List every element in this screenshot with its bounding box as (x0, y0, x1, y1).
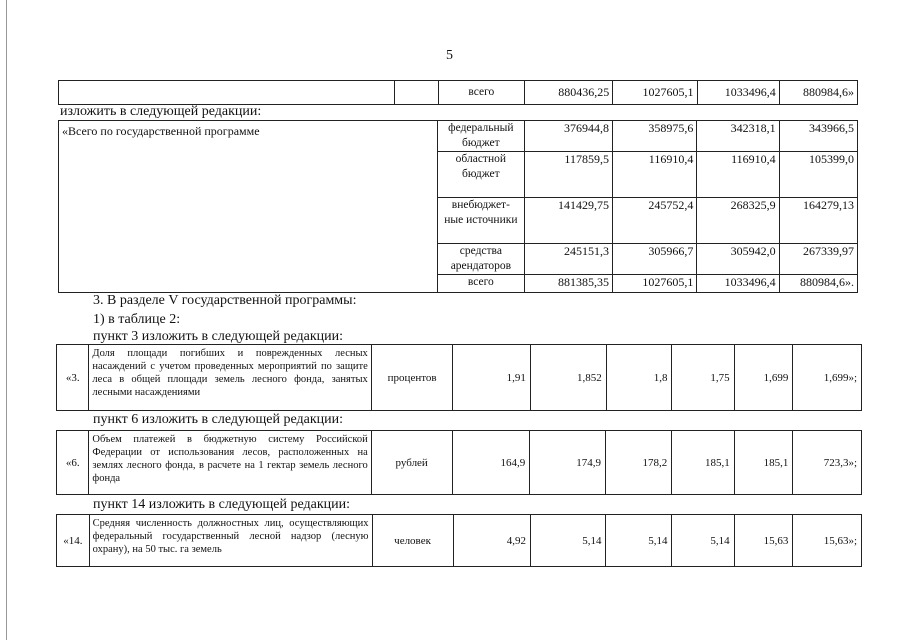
category-cell: всего (438, 81, 524, 105)
unit-cell: процентов (371, 345, 453, 411)
value-cell: 342318,1 (697, 121, 779, 152)
value-cell: 1027605,1 (613, 81, 697, 105)
item-14-table (56, 514, 862, 567)
top-table (58, 80, 858, 105)
table-row (59, 81, 858, 105)
value-cell: 343966,5 (779, 121, 857, 152)
value-cell: 1033496,4 (697, 275, 779, 293)
value-cell: 723,3»; (793, 431, 862, 495)
page-edge-rule (6, 0, 7, 640)
value-cell: 881385,35 (524, 275, 612, 293)
item-6-table (56, 430, 862, 495)
value-cell: 1027605,1 (612, 275, 696, 293)
category-cell: федеральный бюджет (438, 121, 524, 152)
item-number: «6. (57, 431, 89, 495)
indicator-description: Средняя численность должностных лиц, осуществляющих федеральный государственный лесной надзор (лесную охрану), на 50 тыс. га земель (89, 515, 372, 567)
value-cell: 1,852 (530, 345, 606, 411)
item-6-heading: пункт 6 изложить в следующей редакции: (93, 412, 343, 427)
page-number: 5 (446, 48, 453, 63)
item-3-heading: пункт 3 изложить в следующей редакции: (93, 329, 343, 344)
value-cell: 5,14 (530, 515, 606, 567)
value-cell: 178,2 (606, 431, 672, 495)
value-cell: 15,63 (734, 515, 793, 567)
indicator-description: Доля площади погибших и поврежденных лесных насаждений с учетом проведенных мероприятий по защите леса в общей площади земель лесного фонда, занятых лесными насаждениями (89, 345, 371, 411)
value-cell: 15,63»; (793, 515, 862, 567)
item-14-heading: пункт 14 изложить в следующей редакции: (93, 497, 350, 512)
value-cell: 245151,3 (524, 244, 612, 275)
unit-cell: человек (372, 515, 453, 567)
table-reference: 1) в таблице 2: (93, 312, 181, 327)
section-heading: 3. В разделе V государственной программы: (93, 293, 357, 308)
indicator-description: Объем платежей в бюджетную систему Российской Федерации от использования лесов, расположенных на землях лесного фонда, в расчете на 1 гектар земель лесного фонда (89, 431, 371, 495)
value-cell: 268325,9 (697, 198, 779, 244)
table-row (57, 431, 862, 495)
value-cell: 117859,5 (524, 152, 612, 198)
value-cell: 1,75 (672, 345, 734, 411)
item-3-table (56, 344, 862, 411)
unit-cell: рублей (371, 431, 452, 495)
value-cell: 1,91 (453, 345, 530, 411)
value-cell: 4,92 (453, 515, 530, 567)
table-row (59, 121, 858, 152)
value-cell: 5,14 (672, 515, 734, 567)
value-cell: 1,8 (606, 345, 672, 411)
value-cell: 245752,4 (612, 198, 696, 244)
item-number: «3. (57, 345, 89, 411)
program-title-cell: «Всего по государственной программе (59, 121, 438, 293)
value-cell: 164,9 (452, 431, 530, 495)
value-cell: 1,699 (734, 345, 793, 411)
table-row (57, 345, 862, 411)
category-cell: областной бюджет (438, 152, 524, 198)
program-table (58, 120, 858, 293)
value-cell: 267339,97 (779, 244, 857, 275)
value-cell: 305966,7 (612, 244, 696, 275)
value-cell: 141429,75 (524, 198, 612, 244)
value-cell: 880436,25 (524, 81, 612, 105)
value-cell: 880984,6» (779, 81, 857, 105)
value-cell: 358975,6 (612, 121, 696, 152)
category-cell: внебюджет-ные источники (438, 198, 524, 244)
category-cell: всего (438, 275, 524, 293)
value-cell: 105399,0 (779, 152, 857, 198)
value-cell: 185,1 (672, 431, 734, 495)
category-cell: средства арендаторов (438, 244, 524, 275)
value-cell: 116910,4 (612, 152, 696, 198)
value-cell: 880984,6». (779, 275, 857, 293)
value-cell: 174,9 (530, 431, 606, 495)
value-cell: 164279,13 (779, 198, 857, 244)
table-row (57, 515, 862, 567)
item-number: «14. (57, 515, 90, 567)
value-cell: 185,1 (734, 431, 793, 495)
value-cell: 116910,4 (697, 152, 779, 198)
value-cell: 1,699»; (793, 345, 862, 411)
value-cell: 305942,0 (697, 244, 779, 275)
value-cell: 1033496,4 (697, 81, 779, 105)
value-cell: 376944,8 (524, 121, 612, 152)
value-cell: 5,14 (606, 515, 672, 567)
amendment-note: изложить в следующей редакции: (60, 104, 262, 119)
